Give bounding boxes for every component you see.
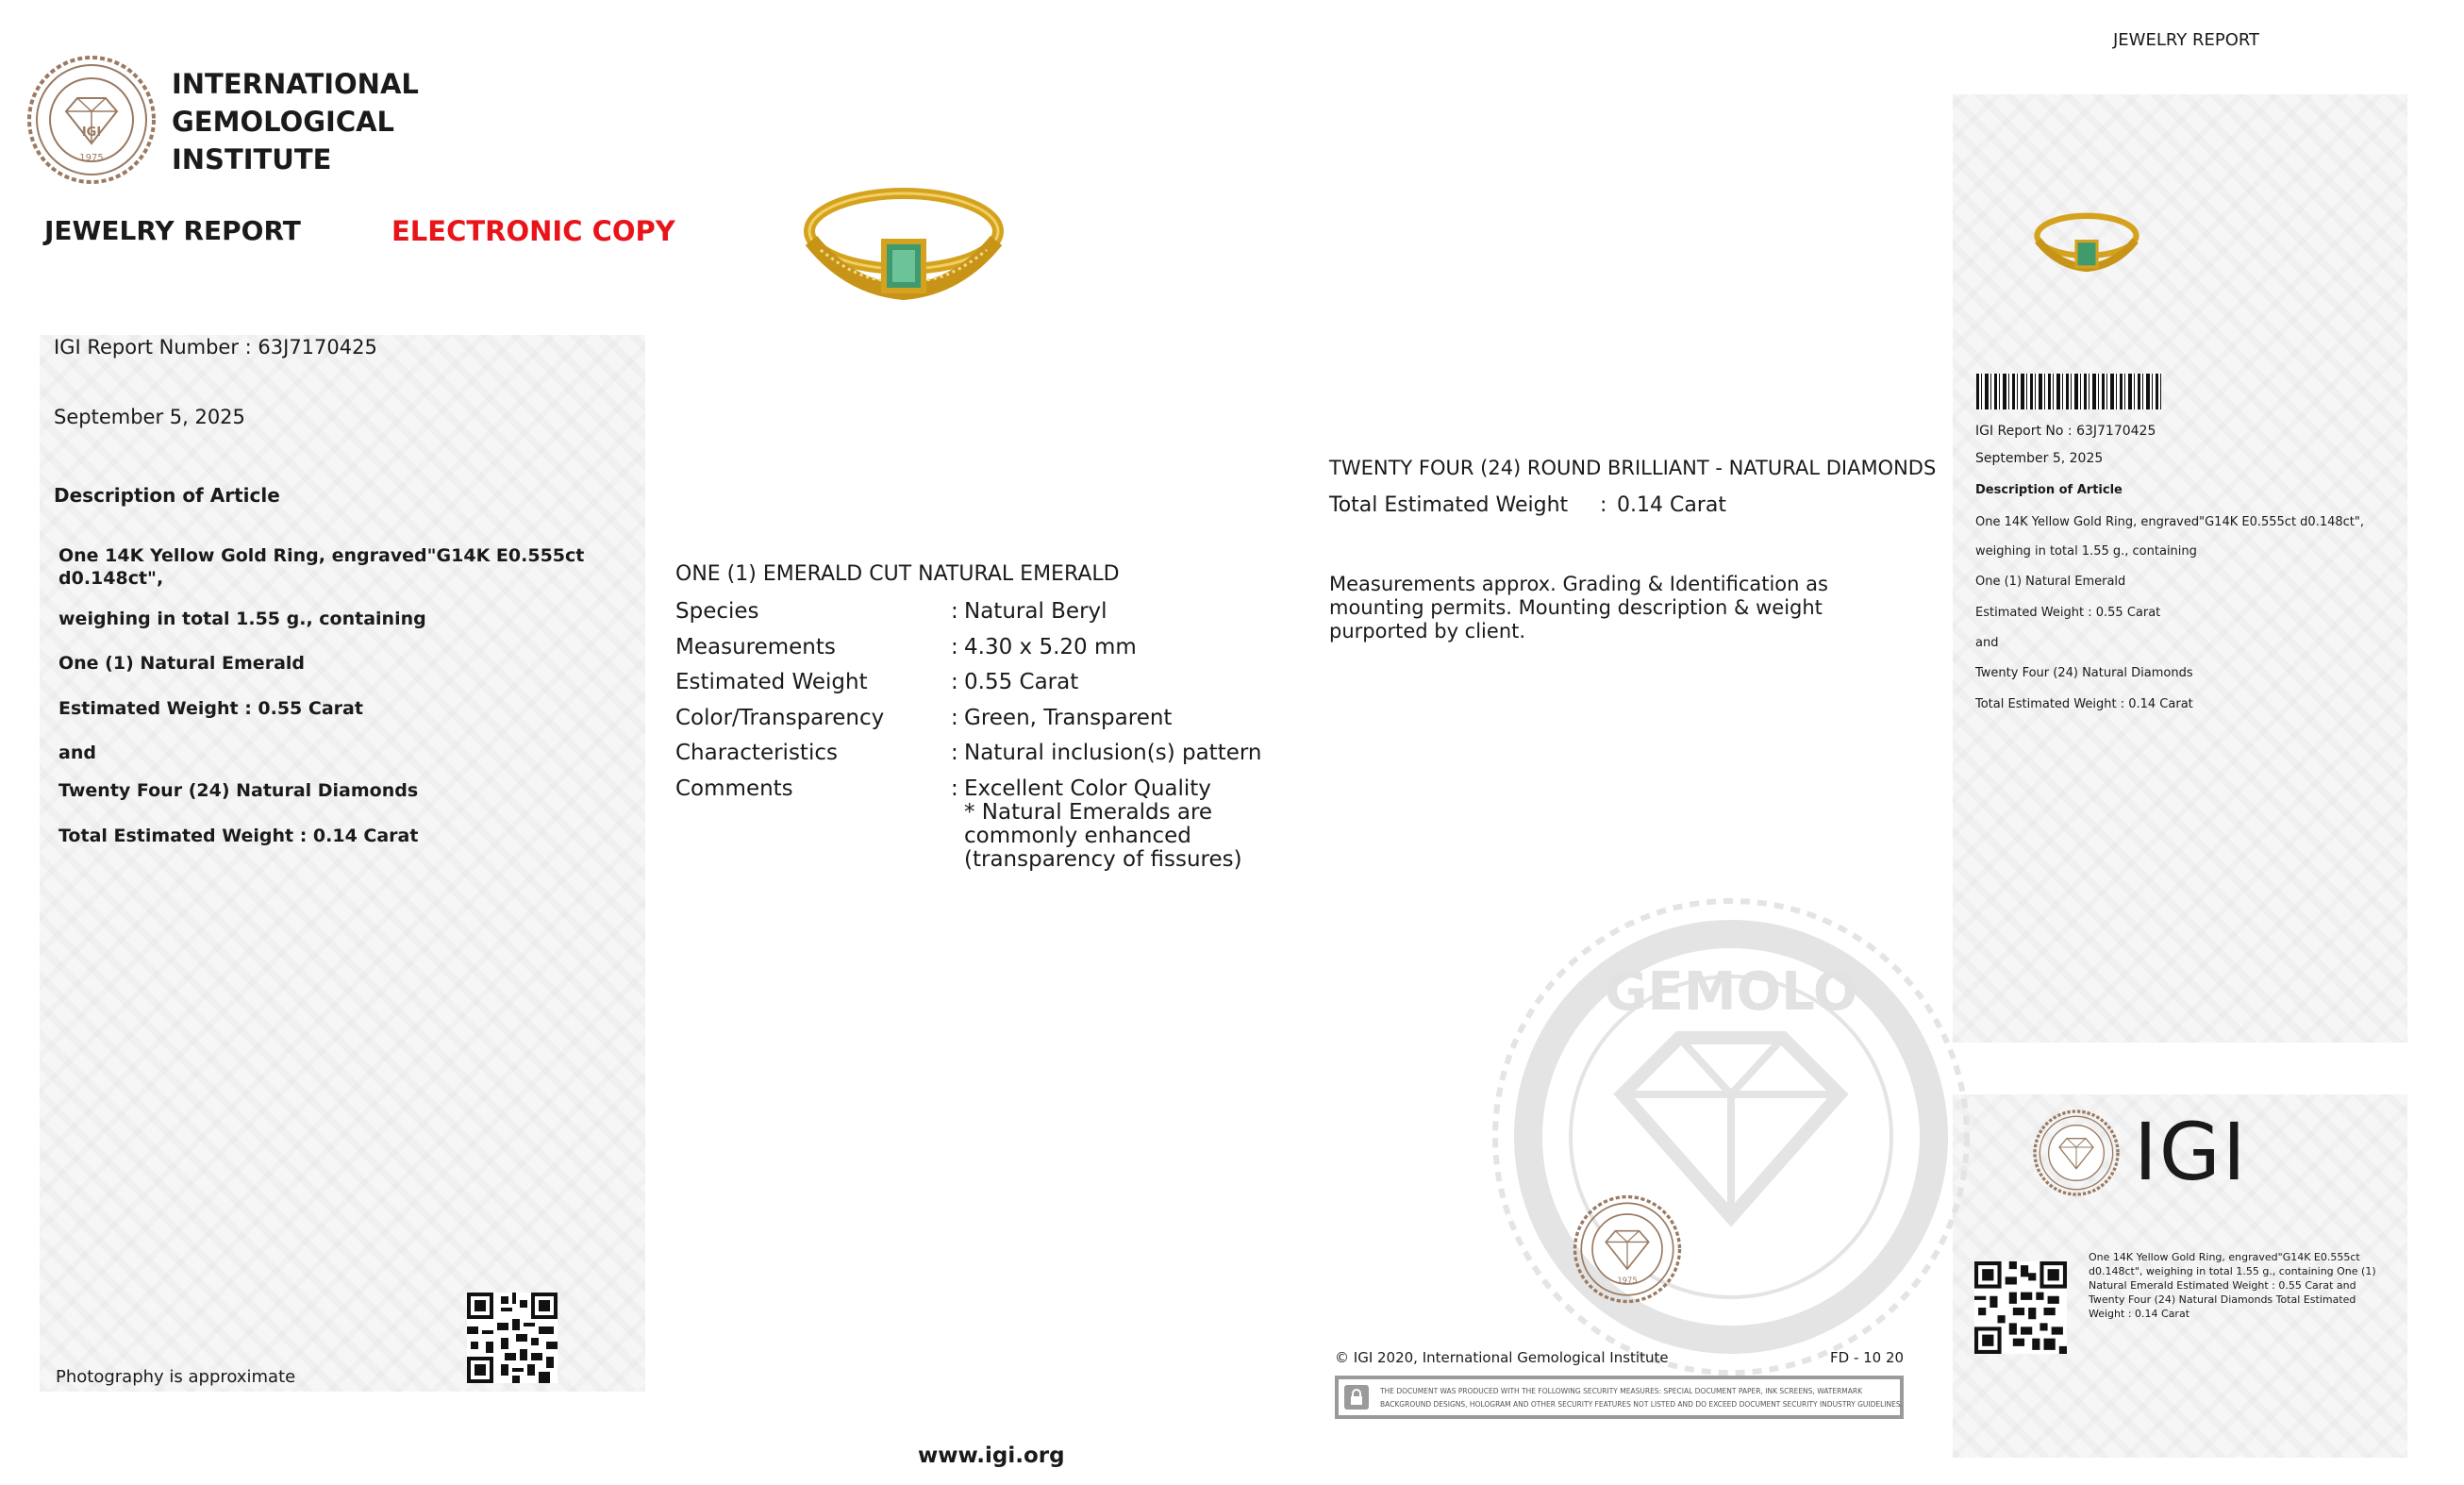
diamonds-weight-colon: : (1600, 493, 1607, 517)
stub-qr-caption-3: Natural Emerald Estimated Weight : 0.55 Carat and (2089, 1279, 2356, 1292)
species-label: Species (675, 599, 759, 624)
stub-line-3: One (1) Natural Emerald (1975, 575, 2126, 589)
weight-label: Estimated Weight (675, 670, 868, 694)
org-name-line1: INTERNATIONAL (172, 68, 419, 100)
comments-value: Excellent Color Quality * Natural Emeralds are commonly enhanced (transparency of fissures) (964, 776, 1242, 872)
form-code: FD - 10 20 (1830, 1349, 1905, 1366)
description-line-5: Estimated Weight : 0.55 Carat (58, 698, 363, 719)
measurements-value: 4.30 x 5.20 mm (964, 634, 1137, 659)
description-line-6: and (58, 742, 96, 763)
emerald-table (675, 594, 1262, 872)
stub-security-background (1953, 94, 2407, 1043)
org-name-line2: GEMOLOGICAL (172, 106, 395, 138)
org-name-line3: INSTITUTE (172, 143, 332, 175)
diamonds-note-line2: mounting permits. Mounting description & weight (1329, 596, 1823, 619)
stub-line-1: One 14K Yellow Gold Ring, engraved"G14K E0.555ct d0.148ct", (1975, 515, 2365, 529)
report-date: September 5, 2025 (54, 406, 245, 428)
diamonds-weight-value: 0.14 Carat (1617, 493, 1726, 517)
watermark-seal (1490, 896, 1972, 1377)
electronic-copy-label: ELECTRONIC COPY (391, 215, 675, 247)
website-link[interactable]: www.igi.org (918, 1443, 1065, 1468)
emerald-heading: ONE (1) EMERALD CUT NATURAL EMERALD (675, 562, 1120, 586)
barcode (1976, 374, 2161, 409)
svg-text:IGI: IGI (81, 125, 102, 140)
footer-seal-logo (1573, 1194, 1682, 1304)
emerald-row-color (675, 701, 1262, 737)
stub-seal-logo (2033, 1110, 2120, 1196)
diamonds-heading: TWENTY FOUR (24) ROUND BRILLIANT - NATURAL DIAMONDS (1329, 457, 1937, 479)
security-line-1: THE DOCUMENT WAS PRODUCED WITH THE FOLLOWING SECURITY MEASURES: SPECIAL DOCUMENT PAPER, INK SCREENS, WATERMARK (1380, 1387, 1863, 1395)
igi-seal-logo (26, 55, 157, 185)
stub-report-no: IGI Report No : 63J7170425 (1975, 424, 2156, 439)
qr-pattern-stub-icon (1974, 1261, 2067, 1354)
measurements-label: Measurements (675, 634, 836, 659)
security-line-2: BACKGROUND DESIGNS, HOLOGRAM AND OTHER SECURITY FEATURES NOT LISTED AND DO EXCEED DOCUMENT SECURITY INDUSTRY GUIDELINES. (1380, 1400, 1904, 1409)
emerald-row-weight (675, 665, 1262, 701)
report-number: IGI Report Number : 63J7170425 (54, 336, 377, 359)
stub-line-7: Total Estimated Weight : 0.14 Carat (1975, 697, 2193, 711)
description-line-3: weighing in total 1.55 g., containing (58, 609, 426, 629)
stub-qr-caption-4: Twenty Four (24) Natural Diamonds Total Estimated (2089, 1293, 2356, 1306)
stub-date: September 5, 2025 (1975, 451, 2104, 466)
emerald-row-measurements (675, 630, 1262, 666)
diamonds-note-line1: Measurements approx. Grading & Identification as (1329, 573, 1828, 595)
security-box (1335, 1376, 1904, 1419)
characteristics-value: Natural inclusion(s) pattern (964, 741, 1262, 765)
color-colon: : (951, 705, 958, 730)
copyright: © IGI 2020, International Gemological Institute (1335, 1349, 1669, 1366)
emerald-row-comments (675, 772, 1262, 872)
comments-label: Comments (675, 776, 793, 801)
characteristics-colon: : (951, 741, 958, 765)
stub-ring-photo (2028, 206, 2145, 283)
characteristics-label: Characteristics (675, 741, 838, 765)
species-colon: : (951, 599, 958, 624)
diamonds-note-line3: purported by client. (1329, 620, 1526, 642)
description-line-2: d0.148ct", (58, 568, 164, 589)
stub-line-5: and (1975, 636, 1999, 650)
species-value: Natural Beryl (964, 599, 1107, 624)
stub-line-6: Twenty Four (24) Natural Diamonds (1975, 666, 2193, 680)
description-line-1: One 14K Yellow Gold Ring, engraved"G14K E0.555ct (58, 545, 585, 566)
ring-photo (792, 175, 1015, 321)
stub-description-heading: Description of Article (1975, 483, 2123, 497)
qr-code-stub[interactable] (1974, 1261, 2067, 1354)
photo-note: Photography is approximate (56, 1367, 296, 1387)
stub-qr-caption-1: One 14K Yellow Gold Ring, engraved"G14K E0.555ct (2089, 1251, 2360, 1263)
color-label: Color/Transparency (675, 705, 885, 730)
svg-text:GEMOLO: GEMOLO (1604, 961, 1858, 1023)
weight-colon: : (951, 670, 958, 694)
stub-line-2: weighing in total 1.55 g., containing (1975, 544, 2197, 559)
comments-colon: : (951, 776, 958, 801)
description-line-4: One (1) Natural Emerald (58, 653, 305, 674)
qr-code-left[interactable] (467, 1293, 558, 1383)
stub-line-4: Estimated Weight : 0.55 Carat (1975, 606, 2161, 620)
top-right-title: JEWELRY REPORT (2113, 30, 2260, 50)
stub-qr-caption-5: Weight : 0.14 Carat (2089, 1308, 2190, 1320)
lock-icon (1344, 1385, 1369, 1410)
description-line-8: Total Estimated Weight : 0.14 Carat (58, 826, 419, 846)
stub-qr-caption-2: d0.148ct", weighing in total 1.55 g., containing One (1) (2089, 1265, 2376, 1277)
diamonds-weight-label: Total Estimated Weight (1329, 493, 1569, 517)
emerald-row-characteristics (675, 736, 1262, 772)
qr-pattern-icon (467, 1293, 558, 1383)
igi-brand: IGI (2134, 1106, 2248, 1198)
svg-text:1975: 1975 (79, 153, 104, 163)
description-line-7: Twenty Four (24) Natural Diamonds (58, 780, 419, 801)
emerald-row-species (675, 594, 1262, 630)
report-title: JEWELRY REPORT (44, 215, 301, 246)
color-value: Green, Transparent (964, 705, 1173, 730)
weight-value: 0.55 Carat (964, 670, 1079, 694)
svg-text:1975: 1975 (1617, 1276, 1638, 1286)
description-heading: Description of Article (54, 484, 280, 507)
measurements-colon: : (951, 634, 958, 659)
